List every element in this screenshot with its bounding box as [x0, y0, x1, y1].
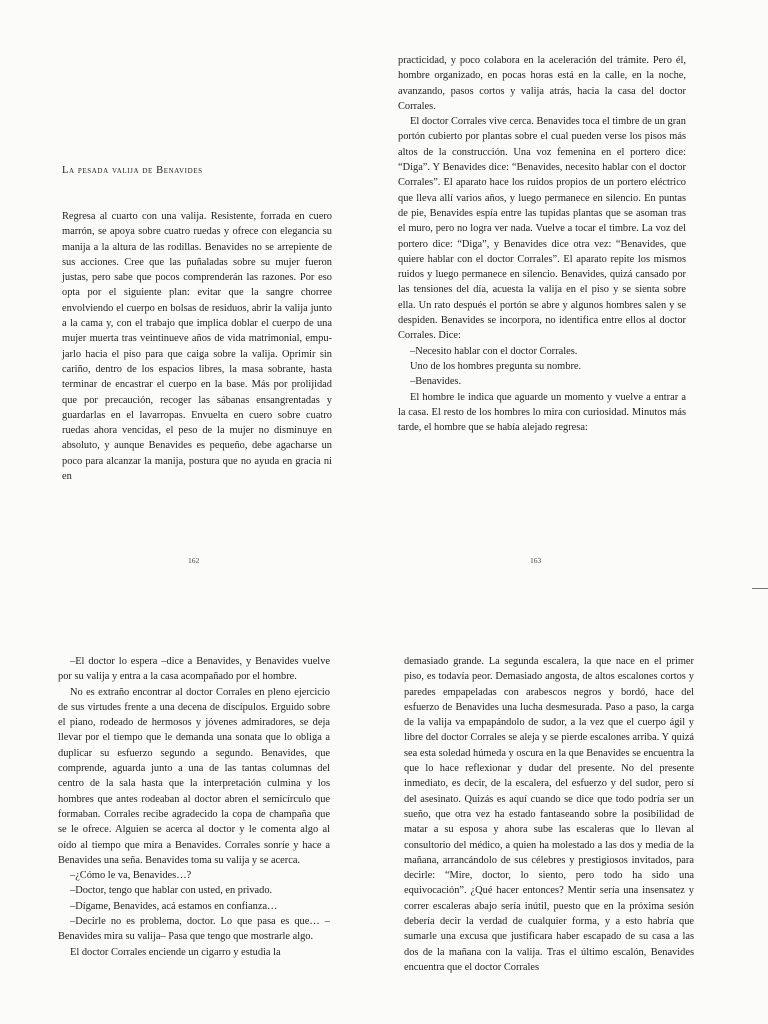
page-edge-mark — [752, 588, 768, 589]
text-block — [404, 654, 694, 975]
page-163 — [384, 0, 768, 600]
paragraph: demasiado grande. La segunda escalera, la que nace en el primer piso, es todavía peor. Demasiado angosta, de altos escalones cortos y paredes empapeladas con arabescos negros y bordó, hace del esfuerzo de Benavides una lucha desmesurada. Paso a paso, la carga de la valija va empapándolo de sudor, a la vez que el cuerpo ágil y libre del doctor Corrales se aleja y se pierde escalones arriba. Y quizá sea esta soledad húmeda y oscura en la que Benavides se encuentra la que lo hace reflexionar y dudar del presente. No del presente inmediato, es decir, de la escalera, del esfuerzo y del sudor, pero sí del asesinato. Quizás es aquí cuando se dice que todo podría ser un sueño, que otra vez ha estado fantaseando sobre la posibilidad de matar a su esposa y ahora sube las escaleras que lo llevan al consultorio del médico, a quien ha molestado a las dos y media de la mañana, arrancándolo de sus célebres y prestigiosos invitados, para decirle: “Mire, doctor, lo siento, pero todo ha sido una equivocación”. ¿Qué hacer entonces? Mentir sería una insensatez y correr escaleras abajo sería inútil, puesto que en la próxima sesión debería decir la verdad de cualquier forma, y a esto habría que sumarle una excusa que justificara haber escapado de su casa a las dos de la mañana con la valija. Tras el último escalón, Benavides encuentra que el doctor Corrales — [404, 656, 694, 973]
paragraph: El doctor Corrales enciende un cigarro y estudia la — [70, 946, 281, 958]
dialogue-line: –Doctor, tengo que hablar con usted, en privado. — [70, 885, 273, 897]
chapter-title: La pesada valija de Benavides — [62, 165, 203, 176]
dialogue-line: –Dígame, Benavides, acá estamos en confianza… — [70, 900, 278, 912]
paragraph: Uno de los hombres pregunta su nombre. — [410, 360, 582, 372]
text-block — [398, 53, 686, 435]
page-number: 162 — [188, 556, 200, 565]
paragraph: Regresa al cuarto con una valija. Resistente, forrada en cuero marrón, se apoya sobre cuatro ruedas y ofrece con elegancia su manija a la altura de las rodillas. Benavides no se arrepiente de sus acciones. Cree que las puñaladas sobre su mujer fueron justas, pero sabe que pocos comprenderán las razones. Por eso opta por el siguiente plan: evitar que la sangre chorree envolviendo el cuerpo en bolsas de residuos, abrir la valija junto a la cama y, con el trabajo que implica doblar el cuerpo de una mujer muerta tras veintinueve años de vida matrimonial, empujarlo hacia el piso para que caiga sobre la valija. Oprimir sin cariño, dentro de los espacios libres, la masa sobrante, hasta terminar de encastrar el cuerpo en la base. Más por prolijidad que por precaución, recoger las sábanas ensangrentadas y guardarlas en el lavarropas. Envuelta en cuero sobre cuatro ruedas ahora vencidas, el peso de la mujer no disminuye en absoluto, y aunque Benavides es pequeño, debe agacharse un poco para alcanzar la manija, postura que no ayuda en gracia ni en — [62, 211, 332, 483]
dialogue-line: –Decirle no es problema, doctor. Lo que pasa es que… –Benavides mira su valija– Pasa que tengo que mostrarle algo. — [58, 916, 330, 943]
dialogue-line: –Benavides. — [410, 376, 462, 388]
page-162 — [0, 0, 384, 600]
paragraph: practicidad, y poco colabora en la aceleración del trámite. Pero él, hombre organizado, en pocas horas está en la calle, en la noche, avanzando, pasos cortos y valija atrás, hacia la casa del doctor Corrales. — [398, 55, 686, 112]
paragraph: El hombre le indica que aguarde un momento y vuelve a entrar a la casa. El resto de los hombres lo mira con curiosidad. Minutos más tarde, el hombre que se había alejado regresa: — [398, 391, 686, 434]
paragraph: El doctor Corrales vive cerca. Benavides toca el timbre de un gran portón cubierto por plantas sobre el cual pueden verse los pisos más altos de la construcción. Una voz femenina en el portero dice: “Diga”. Y Benavides dice: “Benavides, necesito hablar con el doctor Corrales”. El aparato hace los ruidos propios de un portero eléctrico que lleva allí varios años, y luego permanece en silencio. En puntas de pie, Benavides espía entre las tupidas plantas que se asoman tras el muro, pero no logra ver nada. Vuelve a tocar el timbre. La voz del portero dice: “Diga”, y Benavides dice otra vez: “Benavides, que quiere hablar con el doctor Corrales”. El aparato repite los mismos ruidos y luego permanece en silencio. Benavides, quizá cansado por las tensiones del día, acuesta la valija en el piso y se sienta sobre ella. Un rato después el portón se abre y algunos hombres salen y se despiden. Benavides se incorpora, no identifica entre ellos al doctor Corrales. Dice: — [398, 116, 686, 342]
dialogue-line: –Necesito hablar con el doctor Corrales. — [410, 345, 578, 357]
text-block — [58, 654, 330, 960]
page-165 — [384, 604, 768, 1024]
dialogue-line: –¿Cómo le va, Benavides…? — [70, 870, 192, 882]
page-number: 163 — [530, 556, 542, 565]
dialogue-line: –El doctor lo espera –dice a Benavides, y Benavides vuelve por su valija y entra a la casa acompañado por el hombre. — [58, 656, 330, 683]
text-block — [62, 209, 332, 484]
page-164 — [0, 604, 384, 1024]
paragraph: No es extraño encontrar al doctor Corrales en pleno ejercicio de sus virtudes frente a una decena de discípulos. Erguido sobre el piano, rodeado de hermosos y jóvenes admiradores, se deja llevar por el tiempo que le demanda una sonata que lo obliga a duplicar su esfuerzo segundo a segundo. Benavides, que comprende, aguarda junto a una de las tantas columnas del centro de la sala hasta que la interpretación culmina y los hombres que antes rodeaban al doctor abren el semicírculo que formaban. Corrales recibe agradecido la copa de champaña que se le ofrece. Alguien se acerca al doctor y le comenta algo al oído al tiempo que mira a Benavides. Corrales sonríe y hace a Benavides una seña. Benavides toma su valija y se acerca. — [58, 686, 330, 866]
